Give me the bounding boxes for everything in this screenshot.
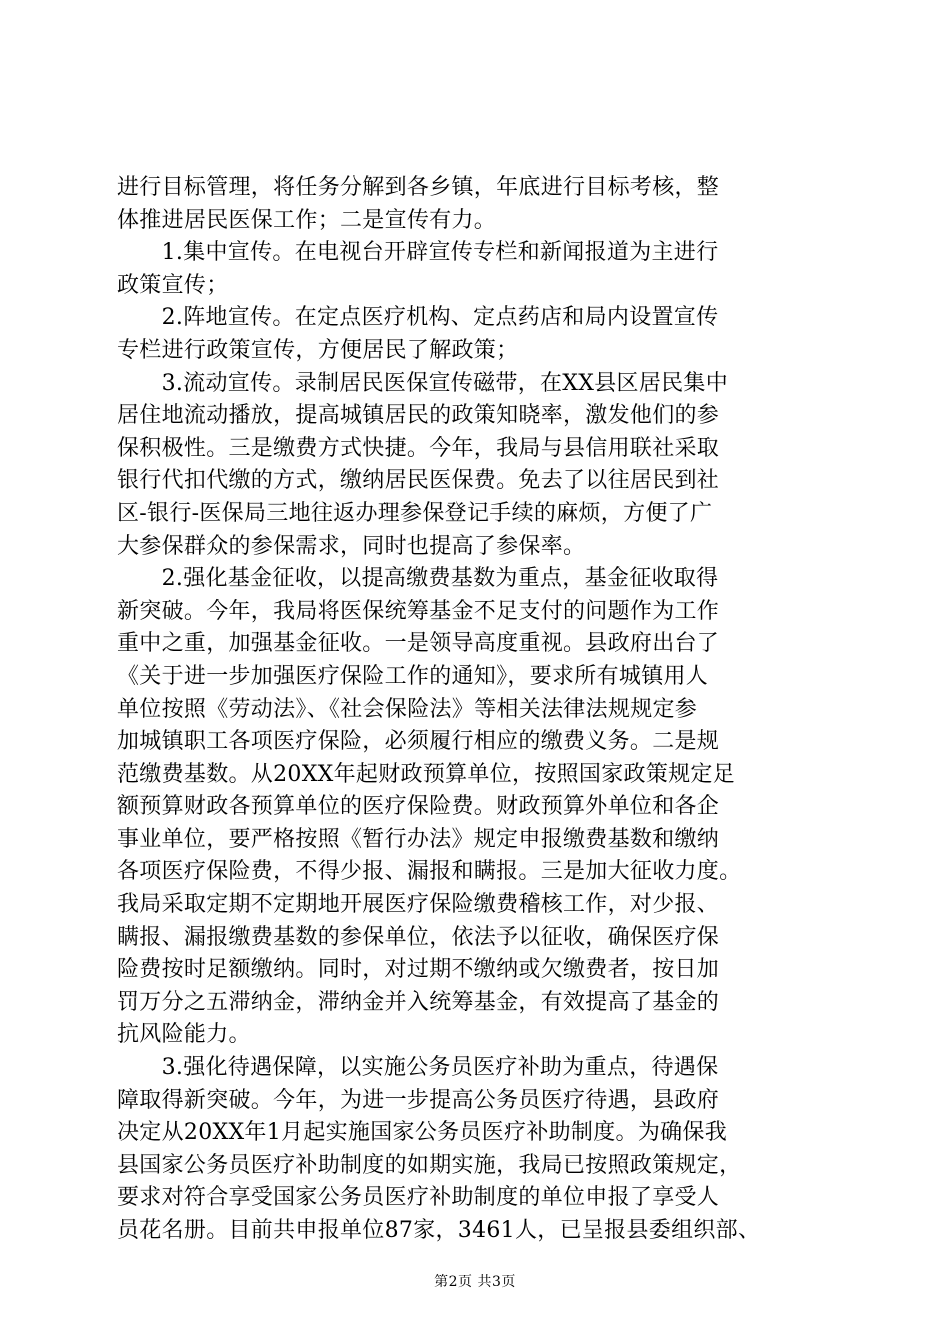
text-line: 1.集中宣传。在电视台开辟宣传专栏和新闻报道为主进行 [117,240,719,266]
text-line: 额预算财政各预算单位的医疗保险费。财政预算外单位和各企 [117,794,720,820]
text-line: 重中之重，加强基金征收。一是领导高度重视。县政府出台了 [117,631,720,657]
text-line: 单位按照《劳动法》、《社会保险法》等相关法律法规规定参 [117,696,698,722]
page-footer: 第2页 共3页 [434,1274,516,1290]
text-line: 大参保群众的参保需求，同时也提高了参保率。 [117,533,586,559]
text-line: 银行代扣代缴的方式，缴纳居民医保费。免去了以往居民到社 [117,468,720,494]
text-line: 《关于进一步加强医疗保险工作的通知》，要求所有城镇用人 [117,663,709,689]
text-line: 政策宣传； [117,272,229,298]
text-line: 险费按时足额缴纳。同时，对过期不缴纳或欠缴费者，按日加 [117,957,720,983]
text-line: 范缴费基数。从20XX年起财政预算单位，按照国家政策规定足 [117,761,736,787]
text-line: 体推进居民医保工作；二是宣传有力。 [117,207,497,233]
text-line: 专栏进行政策宣传，方便居民了解政策； [117,337,519,363]
text-line: 要求对符合享受国家公务员医疗补助制度的单位申报了享受人 [117,1185,720,1211]
text-line: 事业单位，要严格按照《暂行办法》规定申报缴费基数和缴纳 [117,826,720,852]
text-line: 我局采取定期不定期地开展医疗保险缴费稽核工作，对少报、 [117,892,720,918]
text-line: 员花名册。目前共申报单位87家，3461人，已呈报县委组织部、 [117,1218,761,1243]
text-line: 障取得新突破。今年，为进一步提高公务员医疗待遇，县政府 [117,1087,720,1113]
text-line: 保积极性。三是缴费方式快捷。今年，我局与县信用联社采取 [117,435,720,461]
body-text [117,172,833,1248]
text-line: 区-银行-医保局三地往返办理参保登记手续的麻烦，方便了广 [117,500,713,526]
text-line: 3.流动宣传。录制居民医保宣传磁带，在XX县区居民集中 [117,370,729,396]
text-line: 抗风险能力。 [117,1022,251,1048]
text-line: 居住地流动播放，提高城镇居民的政策知晓率，激发他们的参 [117,403,720,429]
text-line: 3.强化待遇保障，以实施公务员医疗补助为重点，待遇保 [117,1055,719,1081]
text-line: 加城镇职工各项医疗保险，必须履行相应的缴费义务。二是规 [117,729,720,755]
text-line: 罚万分之五滞纳金，滞纳金并入统筹基金，有效提高了基金的 [117,989,720,1015]
text-line: 县国家公务员医疗补助制度的如期实施，我局已按照政策规定， [117,1152,742,1178]
text-line: 瞒报、漏报缴费基数的参保单位，依法予以征收，确保医疗保 [117,924,720,950]
text-line: 进行目标管理，将任务分解到各乡镇，年底进行目标考核，整 [117,175,720,200]
text-line: 新突破。今年，我局将医保统筹基金不足支付的问题作为工作 [117,598,720,624]
text-line: 各项医疗保险费，不得少报、漏报和瞒报。三是加大征收力度。 [117,859,742,885]
text-line: 决定从20XX年1月起实施国家公务员医疗补助制度。为确保我 [117,1120,728,1146]
text-line: 2.阵地宣传。在定点医疗机构、定点药店和局内设置宣传 [117,305,719,331]
text-line: 2.强化基金征收，以提高缴费基数为重点，基金征收取得 [117,566,719,592]
